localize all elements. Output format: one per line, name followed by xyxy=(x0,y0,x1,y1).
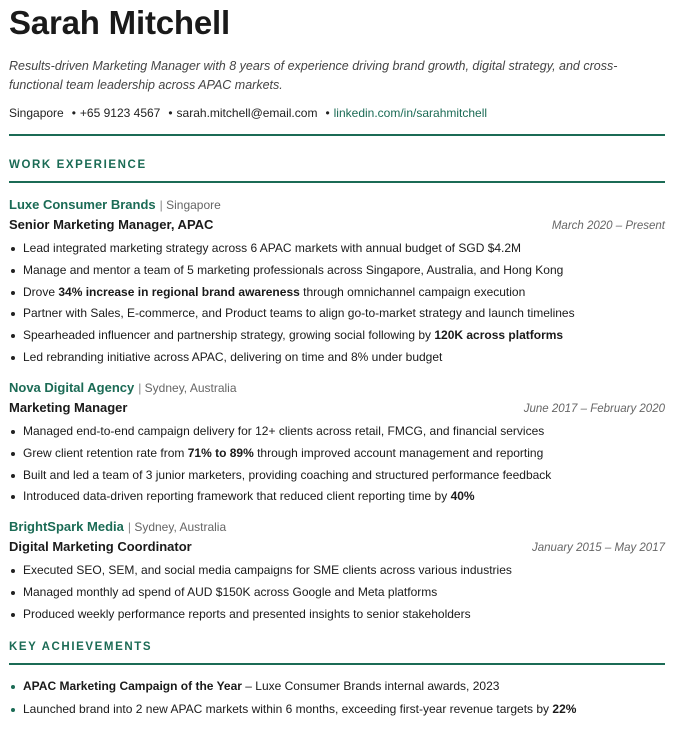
job-entry xyxy=(9,519,665,622)
bullet-item xyxy=(9,563,665,578)
role-row xyxy=(9,539,665,556)
contact-email[interactable]: sarah.mitchell@email.com xyxy=(176,106,318,120)
bullet-text: Built and led a team of 3 junior marketers, providing coaching and structured performance feedback xyxy=(23,467,552,482)
bullet-item xyxy=(9,306,665,321)
bullet-text: Manage and mentor a team of 5 marketing professionals across Singapore, Australia, and Hong Kong xyxy=(23,262,564,277)
bullet-text: Lead integrated marketing strategy across 6 APAC markets with annual budget of SGD $4.2M xyxy=(23,241,522,255)
contact-phone[interactable]: +65 9123 4567 xyxy=(79,106,161,120)
job-dates: June 2017 – February 2020 xyxy=(523,402,665,415)
job-header xyxy=(9,197,665,213)
bullet-item xyxy=(9,489,665,504)
bullet-text: through improved account management and reporting xyxy=(253,445,544,460)
bullet-text: Introduced data-driven reporting framework that reduced client reporting time by xyxy=(23,489,451,504)
achievement-text: – Luxe Consumer Brands internal awards, 2023 xyxy=(241,678,500,693)
company-location: | Singapore xyxy=(160,198,221,212)
bullet-text: Managed end-to-end campaign delivery for 12+ clients across retail, FMCG, and financial services xyxy=(23,423,545,438)
company-name: Nova Digital Agency xyxy=(9,379,135,395)
bullet-item xyxy=(9,285,665,300)
key-achievements-heading: KEY ACHIEVEMENTS xyxy=(9,640,153,653)
bullet-text: Executed SEO, SEM, and social media campaigns for SME clients across various industries xyxy=(23,563,512,578)
bullet-highlight: 34% increase in regional brand awareness xyxy=(58,284,300,299)
section-divider xyxy=(9,181,665,183)
separator-dot: • xyxy=(168,106,173,120)
role-row xyxy=(9,217,665,234)
achievement-highlight: 22% xyxy=(552,701,577,716)
job-bullets xyxy=(9,241,665,365)
job-title: Marketing Manager xyxy=(9,399,128,415)
bullet-text: through omnichannel campaign execution xyxy=(299,284,526,299)
company-location: | Sydney, Australia xyxy=(128,520,226,534)
bullet-item xyxy=(9,263,665,278)
bullet-highlight: 40% xyxy=(450,489,475,504)
job-header xyxy=(9,380,665,396)
work-experience-heading: WORK EXPERIENCE xyxy=(9,159,147,171)
job-list xyxy=(9,197,665,622)
achievements-section xyxy=(9,640,665,717)
achievement-text: Launched brand into 2 new APAC markets within 6 months, exceeding first-year revenue targets by xyxy=(23,701,553,716)
bullet-text: Spearheaded influencer and partnership strategy, growing social following by xyxy=(23,328,435,343)
bullet-text: Led rebranding initiative across APAC, delivering on time and 8% under budget xyxy=(23,349,443,364)
company-location: | Sydney, Australia xyxy=(138,381,236,395)
contact-location: Singapore xyxy=(9,106,64,120)
separator-dot: • xyxy=(325,106,330,120)
job-entry xyxy=(9,380,665,504)
job-bullets xyxy=(9,424,665,504)
bullet-text: Drove xyxy=(23,284,59,299)
bullet-highlight: 71% to 89% xyxy=(187,445,254,460)
bullet-item xyxy=(9,585,665,600)
bullet-text: Partner with Sales, E-commerce, and Product teams to align go-to-market strategy and launch timelines xyxy=(23,306,575,321)
bullet-item xyxy=(9,241,665,256)
section-divider xyxy=(9,663,665,665)
linkedin-link[interactable]: linkedin.com/in/sarahmitchell xyxy=(333,106,488,120)
profile-summary: Results-driven Marketing Manager with 8 years of experience driving brand growth, digital strategy, and cross-functional team leadership across APAC markets. xyxy=(9,59,618,92)
achievement-item xyxy=(9,679,665,694)
bullet-item xyxy=(9,328,665,343)
candidate-name: Sarah Mitchell xyxy=(9,4,230,41)
achievement-highlight: APAC Marketing Campaign of the Year xyxy=(23,678,242,693)
job-title: Digital Marketing Coordinator xyxy=(9,539,192,555)
company-name: Luxe Consumer Brands xyxy=(9,197,156,212)
job-entry xyxy=(9,197,665,365)
achievement-item xyxy=(9,702,665,717)
job-header xyxy=(9,519,665,535)
bullet-text: Grew client retention rate from xyxy=(23,445,188,460)
role-row xyxy=(9,400,665,417)
bullet-highlight: 120K across platforms xyxy=(434,328,564,343)
bullet-item xyxy=(9,424,665,439)
contact-line xyxy=(9,105,665,121)
company-name: BrightSpark Media xyxy=(9,519,124,535)
job-dates: March 2020 – Present xyxy=(551,220,665,232)
bullet-item xyxy=(9,468,665,483)
job-title: Senior Marketing Manager, APAC xyxy=(9,217,214,232)
separator-dot: • xyxy=(71,106,76,120)
bullet-item xyxy=(9,350,665,365)
bullet-item xyxy=(9,446,665,461)
bullet-text: Produced weekly performance reports and presented insights to senior stakeholders xyxy=(23,606,471,621)
achievements-list xyxy=(9,679,665,717)
header-divider xyxy=(9,134,665,136)
job-bullets xyxy=(9,563,665,622)
bullet-item xyxy=(9,607,665,622)
job-dates: January 2015 – May 2017 xyxy=(532,542,665,555)
bullet-text: Managed monthly ad spend of AUD $150K across Google and Meta platforms xyxy=(23,585,438,600)
